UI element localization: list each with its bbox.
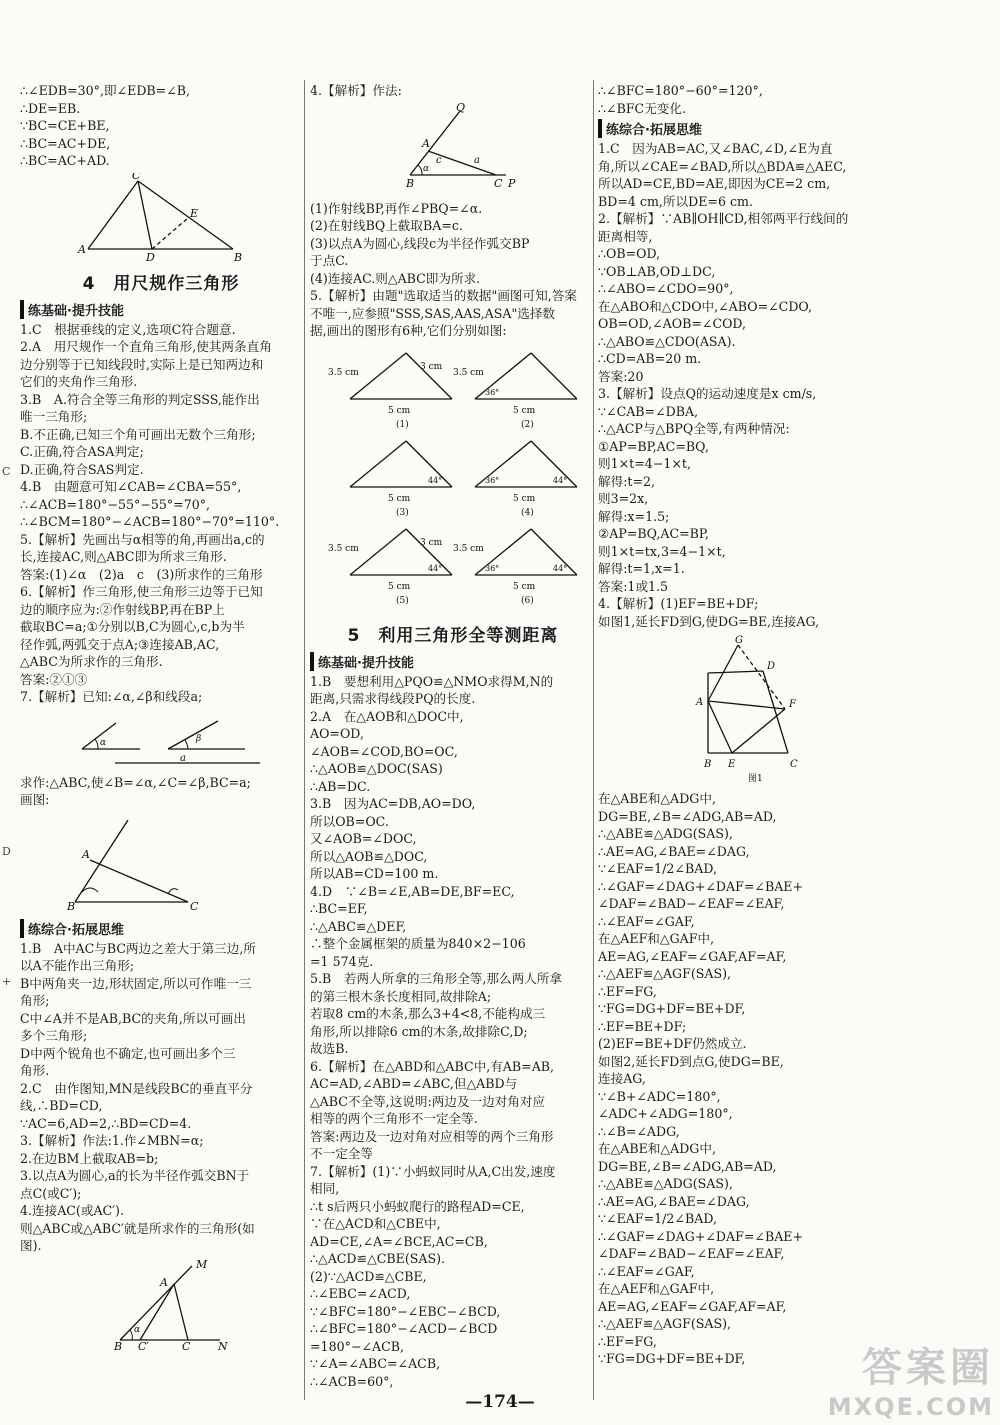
angle-label: α — [134, 1324, 141, 1335]
text-line: ∵∠B+∠ADC=180°, — [598, 1088, 721, 1104]
text-line: =1 574克. — [310, 953, 374, 969]
vertex-label: C′ — [138, 1339, 149, 1350]
text-line: 线,∴BD=CD, — [20, 1098, 103, 1113]
figure-caption: (4) — [521, 507, 534, 518]
text-line: ∴△AEF≌△AGF(SAS), — [598, 966, 732, 981]
angle-label: α — [100, 737, 107, 748]
vertex-label: A — [422, 136, 430, 150]
text-line: 据,画出的图形有6种,它们分别如图: — [310, 323, 507, 338]
text-line: DG=BE,∠B=∠ADG,AB=AD, — [598, 808, 777, 824]
section-title: 4 用尺规作三角形 — [82, 273, 240, 294]
text-line: 2.【解析】∵AB∥OH∥CD,相邻两平行线间的 — [598, 211, 849, 226]
angle-label: 44° — [428, 563, 443, 573]
text-line: 又∠AOB=∠DOC, — [310, 831, 417, 846]
figure-caption: (5) — [396, 595, 409, 606]
angle-label: 36° — [485, 563, 500, 573]
text-line: ∴∠EDB=30°,即∠EDB=∠B, — [20, 83, 191, 98]
text-line: ∵OB⊥AB,OD⊥DC, — [598, 263, 716, 279]
construction-line — [738, 645, 785, 709]
text-line: 长,连接AC,则△ABC即为所求三角形. — [20, 549, 227, 564]
side-length-label: 5 cm — [513, 405, 536, 416]
text-line: 2.C 由作图知,MN是线段BC的垂直平分 — [20, 1080, 253, 1096]
segment-label: c — [436, 154, 442, 166]
text-line: ∴CD=AB=20 m. — [598, 351, 702, 366]
vertex-label: C — [132, 172, 141, 182]
text-line: 在△AEF和△GAF中, — [598, 931, 715, 946]
text-line: 4.【解析】(1)EF=BE+DF; — [598, 596, 759, 611]
square-side — [763, 671, 788, 753]
side-length-label: 3.5 cm — [453, 543, 484, 554]
segment-label: a — [180, 752, 186, 764]
text-line: 图). — [20, 1238, 42, 1253]
side-length-label: 3.5 cm — [328, 367, 359, 378]
section-title: 5 利用三角形全等测距离 — [347, 625, 559, 646]
text-line: 于点C. — [310, 253, 349, 268]
text-line: ∵FG=DG+DF=BE+DF, — [598, 1351, 746, 1366]
text-line: 点C(或C′); — [20, 1185, 82, 1201]
text-line: 边的顺序应为:②作射线BP,再在BP上 — [20, 601, 225, 617]
figure-fig_angles — [20, 709, 302, 771]
angle-label: 44° — [553, 563, 568, 573]
vertex-label: B — [67, 899, 76, 912]
text-line: ∴∠B=∠ADG, — [598, 1123, 680, 1139]
side-length-label: 5 cm — [513, 493, 536, 504]
text-line: (2)在射线BQ上截取BA=c. — [310, 218, 463, 233]
text-line: ∴△AOB≌△DOC(SAS) — [310, 761, 443, 776]
text-line: 4.连接AC(或AC′). — [20, 1203, 124, 1218]
text-line: 解得:t=2, — [598, 473, 656, 489]
geometry-line — [152, 218, 188, 249]
side-length-label: 3.5 cm — [328, 543, 359, 554]
text-line: ∠ADC+∠ADG=180°, — [598, 1106, 733, 1121]
watermark-url: MXQE.COM — [827, 1393, 994, 1421]
segment-ef — [732, 709, 785, 753]
text-line: 2.A 用尺规作一个直角三角形,使其两条直角 — [20, 339, 272, 354]
segment-label: a — [474, 154, 480, 166]
text-line: 多个三角形; — [20, 1028, 88, 1043]
text-line: 5.B 若两人所拿的三角形全等,那么两人所拿 — [310, 971, 562, 986]
text-line: 则3=2x, — [598, 491, 649, 506]
text-line: ∵∠CAB=∠DBA, — [598, 403, 699, 419]
text-line: ∴∠GAF=∠DAG+∠DAF=∠BAE+ — [598, 878, 804, 894]
text-line: 它们的夹角作三角形. — [20, 374, 138, 389]
text-line: ∴∠BCM=180°−∠ACB=180°−70°=110°. — [20, 514, 280, 529]
side-length-label: 5 cm — [388, 405, 411, 416]
text-line: AE=AG,∠EAF=∠GAF,AF=AF, — [598, 948, 787, 964]
angle-label: 44° — [553, 475, 568, 485]
text-line: 答案:两边及一边对角对应相等的两个三角形 — [310, 1128, 554, 1144]
text-line: 6.【解析】在△ABD和△ABC中,有AB=AB, — [310, 1058, 555, 1074]
text-line: ∴∠BFC=180°−∠ACD−∠BCD — [310, 1321, 498, 1336]
geometry-line — [140, 1284, 174, 1340]
figure-fig_pq — [310, 103, 596, 197]
column-right — [598, 82, 988, 1368]
triangle-side — [406, 353, 452, 399]
column-left — [20, 82, 302, 1357]
text-line: 所以OB=OC. — [310, 813, 389, 829]
angle-label: 36° — [485, 475, 500, 485]
text-line: 所以△AOB≌△DOC, — [310, 848, 428, 864]
text-line: ∵BC=CE+BE, — [20, 118, 110, 133]
text-line: 7.【解析】(1)∵小蚂蚁同时从A,C出发,速度 — [310, 1163, 556, 1179]
figure-fig_abc7 — [20, 812, 302, 916]
column-middle — [310, 82, 596, 1390]
text-line: ∠DAF=∠BAD−∠EAF=∠EAF, — [598, 896, 785, 911]
column-divider-1 — [304, 80, 305, 1400]
figure-caption: (6) — [521, 595, 534, 606]
text-line: ∠AOB=∠COD,BO=OC, — [310, 743, 458, 759]
side-length-label: 5 cm — [388, 493, 411, 504]
angle-label: α — [423, 163, 430, 174]
construction-arc — [130, 1330, 132, 1340]
text-line: ∴∠GAF=∠DAG+∠DAF=∠BAE+ — [598, 1228, 804, 1244]
figure-svg — [598, 633, 988, 783]
vertex-label: B — [234, 250, 243, 261]
text-line: (4)连接AC.则△ABC即为所求. — [310, 270, 481, 286]
text-line: 3.【解析】设点Q的运动速度是x cm/s, — [598, 386, 817, 401]
text-line: AC=AD,∠ABD=∠ABC,但△ABD与 — [310, 1076, 518, 1091]
text-line: 1.B A中AC与BC两边之差大于第三边,所 — [20, 940, 256, 956]
vertex-label: C — [790, 759, 798, 770]
text-line: 在△ABE和△ADG中, — [598, 1141, 716, 1156]
text-line: (2)EF=BE+DF仍然成立. — [598, 1036, 747, 1051]
figure-fig_six — [310, 343, 596, 617]
text-line: ∴整个金属框架的质量为840×2−106 — [310, 936, 526, 951]
text-line: 则△ABC或△ABC′就是所求作的三角形(如 — [20, 1220, 255, 1236]
angle-label: 44° — [428, 475, 443, 485]
text-line: ∵AC=6,AD=2,∴BD=CD=4. — [20, 1115, 192, 1131]
text-line: ∠DAF=∠BAD−∠EAF=∠EAF, — [598, 1246, 785, 1261]
vertex-label: A — [696, 697, 704, 708]
text-line: 角,所以∠CAE=∠BAD,所以△BDA≌△AEC, — [598, 158, 847, 174]
watermark-logo — [828, 1336, 994, 1421]
figure-svg — [310, 103, 596, 193]
text-line: 不唯一,应参照"SSS,SAS,AAS,ASA"选择数 — [310, 305, 556, 321]
section-subheading: 练基础·提升技能 — [310, 652, 596, 671]
text-line: 答案:(1)∠α (2)a c (3)所求作的三角形 — [20, 566, 263, 582]
vertex-label: G — [735, 635, 743, 646]
text-line: ∴DE=EB. — [20, 100, 81, 116]
geometry-line — [410, 111, 460, 175]
text-line: OB=OD,∠AOB=∠COD, — [598, 316, 747, 331]
text-line: 在△ABO和△CDO中,∠ABO=∠CDO, — [598, 298, 813, 314]
geometry-line — [138, 181, 152, 249]
text-line: ∵∠A=∠ABC=∠ACB, — [310, 1356, 441, 1371]
text-line: 4.【解析】作法: — [310, 83, 402, 98]
text-line: ∴△ABC≌△DEF, — [310, 918, 407, 934]
vertex-label: A — [78, 242, 86, 256]
triangle-side — [475, 441, 531, 487]
figure-fig_square — [598, 633, 988, 787]
geometry-line — [174, 1284, 188, 1340]
text-line: 距离,只需求得线段PQ的长度. — [310, 691, 476, 706]
text-line: 答案:20 — [598, 368, 644, 384]
text-line: BD=4 cm,所以DE=6 cm. — [598, 193, 753, 209]
vertex-label: B — [114, 1339, 123, 1350]
triangle-side — [531, 353, 577, 399]
text-line: (2)∵△ACD≌△CBE, — [310, 1268, 427, 1284]
text-line: 2.A 在△AOB和△DOC中, — [310, 708, 464, 724]
text-line: 在△ABE和△ADG中, — [598, 791, 716, 806]
text-line: 解得:x=1.5; — [598, 508, 670, 524]
figure-svg — [20, 173, 302, 261]
text-line: ∵∠EAF=1/2∠BAD, — [598, 861, 717, 876]
text-line: 1.B 要想利用△PQO≌△NMO求得M,N的 — [310, 673, 554, 689]
text-line: ∴EF=FG, — [598, 983, 657, 999]
text-line: ∴AE=AG,∠BAE=∠DAG, — [598, 1193, 750, 1209]
side-length-label: 5 cm — [513, 581, 536, 592]
text-line: 连接AG, — [598, 1071, 646, 1086]
text-line: 4.D ∵∠B=∠E,AB=DE,BF=EC, — [310, 883, 515, 899]
text-line: DG=BE,∠B=∠ADG,AB=AD, — [598, 1158, 777, 1174]
section-subheading: 练基础·提升技能 — [20, 300, 302, 319]
text-line: 如图1,延长FD到G,使DG=BE,连接AG, — [598, 613, 820, 629]
text-line: ∴OB=OD, — [598, 246, 661, 261]
text-line: 求作:△ABC,使∠B=∠α,∠C=∠β,BC=a; — [20, 774, 251, 790]
geometry-line — [88, 181, 138, 249]
binding-mark: C — [2, 465, 11, 478]
text-line: 所以AB=CD=100 m. — [310, 866, 439, 881]
page-number: —174— — [465, 1392, 535, 1412]
text-line: 3.B A.符合全等三角形的判定SSS,能作出 — [20, 391, 260, 407]
text-line: ∴AB=DC. — [310, 778, 371, 794]
binding-mark: + — [2, 975, 12, 988]
text-line: 3.【解析】作法:1.作∠MBN=α; — [20, 1133, 204, 1148]
vertex-label: Q — [456, 102, 466, 114]
side-length-label: 5 cm — [388, 581, 411, 592]
text-line: (1)作射线BP,再作∠PBQ=∠α. — [310, 200, 483, 216]
text-line: ∴∠ABO=∠CDO=90°, — [598, 281, 734, 296]
construction-arc — [95, 739, 98, 749]
text-line: 在△AEF和△GAF中, — [598, 1281, 715, 1296]
text-line: 则1×t=4−1×t, — [598, 456, 691, 471]
angle-label: 36° — [485, 387, 500, 397]
construction-arc — [185, 740, 188, 749]
angle-label: β — [196, 733, 202, 744]
text-line: D.正确,符合SAS判定. — [20, 461, 144, 477]
text-line: B中两角夹一边,形状固定,所以可作唯一三 — [20, 975, 252, 991]
vertex-label: B — [704, 759, 712, 770]
text-line: 3.以点A为圆心,a的长为半径作弧交BN于 — [20, 1168, 250, 1183]
text-line: ∵在△ACD和△CBE中, — [310, 1216, 441, 1231]
text-line: 不一定全等 — [310, 1146, 373, 1161]
side-length-label: 3 cm — [420, 537, 443, 548]
text-line: 角形. — [20, 1063, 50, 1078]
figure-svg — [20, 709, 302, 767]
text-line: =180°−∠ACB, — [310, 1338, 404, 1354]
figure-svg — [20, 812, 302, 912]
text-line: ∵∠BFC=180°−∠EBC−∠BCD, — [310, 1303, 501, 1319]
text-line: 1.C 根据垂线的定义,选项C符合题意. — [20, 321, 236, 337]
text-line: △ABC为所求作的三角形. — [20, 654, 163, 669]
text-line: AD=CE,∠A=∠BCE,AC=CB, — [310, 1233, 488, 1249]
text-line: 答案:1或1.5 — [598, 578, 669, 594]
vertex-label: D — [146, 250, 155, 261]
text-line: ∴∠BFC无变化. — [598, 100, 686, 116]
text-line: ②AP=BQ,AC=BP, — [598, 526, 709, 541]
text-line: AO=OD, — [310, 726, 364, 741]
text-line: 则1×t=tx,3=4−1×t, — [598, 543, 726, 559]
text-line: ∴△AEF≌△AGF(SAS), — [598, 1316, 732, 1331]
text-line: B.不正确,已知三个角可画出无数个三角形; — [20, 426, 256, 442]
text-line: 所以AD=CE,BD=AE,即因为CE=2 cm, — [598, 176, 831, 191]
text-line: 5.【解析】由题"选取适当的数据"画图可知,答案 — [310, 288, 577, 303]
figure-fig_mbn — [20, 1258, 302, 1354]
text-line: 以A不能作出三角形; — [20, 958, 135, 973]
figure-caption: 图1 — [748, 774, 763, 783]
geometry-line — [75, 820, 128, 902]
figure-caption: (2) — [521, 419, 534, 430]
text-line: 如图2,延长FD到点G,使DG=BE, — [598, 1053, 784, 1069]
text-line: ∴BC=AC+DE, — [20, 135, 111, 151]
text-line: 截取BC=a;①分别以B,C为圆心,c,b为半 — [20, 619, 245, 634]
text-line: ∴BC=AC+AD. — [20, 153, 110, 168]
text-line: 唯一三角形; — [20, 409, 88, 424]
text-line: (3)以点A为圆心,线段c为半径作弧交BP — [310, 235, 530, 251]
vertex-label: A — [82, 847, 90, 861]
text-line: 角形; — [20, 993, 50, 1008]
vertex-label: F — [789, 699, 796, 710]
text-line: △ABC不全等,这说明:两边及一边对角对应 — [310, 1093, 546, 1109]
vertex-label: C — [182, 1339, 191, 1350]
text-line: 4.B 由题意可知∠CAB=∠CBA=55°, — [20, 479, 242, 494]
segment-ae — [708, 701, 732, 753]
vertex-label: C — [190, 899, 199, 912]
vertex-label: A — [160, 1275, 168, 1289]
geometry-line — [120, 1266, 192, 1340]
text-line: ∴∠EAF=∠GAF, — [598, 1263, 695, 1279]
triangle-side — [350, 441, 406, 487]
text-line: 径作弧,两弧交于点A;③连接AB,AC, — [20, 636, 220, 652]
geometry-line — [82, 723, 116, 749]
section-subheading: 练综合·拓展思维 — [598, 119, 988, 138]
text-line: ∴△ABE≌△ADG(SAS), — [598, 1176, 733, 1191]
square-side — [708, 671, 763, 673]
text-line: 距离相等, — [598, 228, 653, 244]
watermark-text: 答案圈 — [862, 1345, 994, 1391]
text-line: ∴∠BFC=180°−60°=120°, — [598, 83, 763, 98]
text-line: ∴△ACP与△BPQ全等,有两种情况: — [598, 421, 790, 436]
text-line: ∴EF=FG, — [598, 1333, 657, 1349]
figure-caption: (3) — [396, 507, 409, 518]
geometry-line — [168, 721, 218, 749]
text-line: ∴△ABE≌△ADG(SAS), — [598, 826, 733, 841]
vertex-label: B — [406, 176, 415, 190]
text-line: 画图: — [20, 792, 50, 807]
text-line: ∵FG=DG+DF=BE+DF, — [598, 1001, 746, 1016]
text-line: ∴△ACD≌△CBE(SAS). — [310, 1251, 446, 1266]
figure-caption: (1) — [396, 419, 409, 430]
vertex-label: D — [767, 661, 776, 672]
figure-fig_cade — [20, 173, 302, 265]
text-line: 故选B. — [310, 1041, 349, 1056]
text-line: C.正确,符合ASA判定; — [20, 444, 144, 459]
text-line: ∴△ABO≌△CDO(ASA). — [598, 333, 736, 349]
text-line: 相等的两个三角形不一定全等. — [310, 1111, 478, 1126]
text-line: ①AP=BP,AC=BQ, — [598, 438, 709, 454]
text-line: 边分别等于已知线段时,实际上是已知两边和 — [20, 356, 264, 372]
vertex-label: E — [728, 759, 736, 770]
side-length-label: 3.5 cm — [453, 367, 484, 378]
vertex-label: E — [190, 206, 199, 220]
geometry-line — [90, 860, 188, 902]
side-length-label: 3 cm — [420, 361, 443, 372]
text-line: 若取8 cm的木条,那么3+4<8,不能构成三 — [310, 1006, 546, 1021]
text-line: ∴t s后两只小蚂蚁爬行的路程AD=CE, — [310, 1198, 525, 1214]
text-line: C中∠A并不是AB,BC的夹角,所以可画出 — [20, 1010, 246, 1026]
vertex-label: P — [508, 176, 516, 190]
text-line: ∴EF=BE+DF; — [598, 1018, 687, 1034]
construction-arc — [418, 165, 422, 175]
binding-mark: D — [2, 845, 11, 858]
text-line: ∴BC=EF, — [310, 901, 368, 916]
vertex-label: M — [196, 1257, 208, 1271]
text-line: 的第三根木条长度相同,故排除A; — [310, 988, 492, 1004]
text-line: ∵∠EAF=1/2∠BAD, — [598, 1211, 717, 1226]
section-subheading: 练综合·拓展思维 — [20, 919, 302, 938]
text-line: ∴AE=AG,∠BAE=∠DAG, — [598, 843, 750, 859]
vertex-label: N — [218, 1339, 228, 1350]
text-line: ∴∠ACB=60°, — [310, 1373, 394, 1389]
text-line: 6.【解析】作三角形,使三角形三边等于已知 — [20, 584, 263, 599]
text-line: 1.C 因为AB=AC,又∠BAC,∠D,∠E为直 — [598, 141, 833, 156]
text-line: 2.在边BM上截取AB=b; — [20, 1150, 159, 1166]
text-line: 解得:t=1,x=1. — [598, 561, 685, 576]
text-line: 答案:②①③ — [20, 671, 88, 687]
vertex-label: C — [494, 176, 503, 190]
text-line: 5.【解析】先画出与α相等的角,再画出a,c的 — [20, 531, 265, 547]
geometry-line — [138, 181, 233, 249]
text-line: 7.【解析】已知:∠α,∠β和线段a; — [20, 689, 203, 704]
figure-svg — [20, 1258, 302, 1350]
text-line: 相同, — [310, 1181, 340, 1196]
text-line: ∴∠EAF=∠GAF, — [598, 913, 695, 929]
text-line: 角形,所以排除6 cm的木条,故排除C,D; — [310, 1023, 528, 1039]
text-line: 3.B 因为AC=DB,AO=DO, — [310, 796, 476, 811]
text-line: ∴∠ACB=180°−55°−55°=70°, — [20, 496, 211, 512]
figure-svg — [310, 343, 596, 613]
construction-arc — [168, 888, 178, 893]
text-line: ∴∠EBC=∠ACD, — [310, 1286, 411, 1301]
text-line: D中两个锐角也不确定,也可画出多个三 — [20, 1045, 236, 1061]
text-line: AE=AG,∠EAF=∠GAF,AF=AF, — [598, 1298, 787, 1314]
